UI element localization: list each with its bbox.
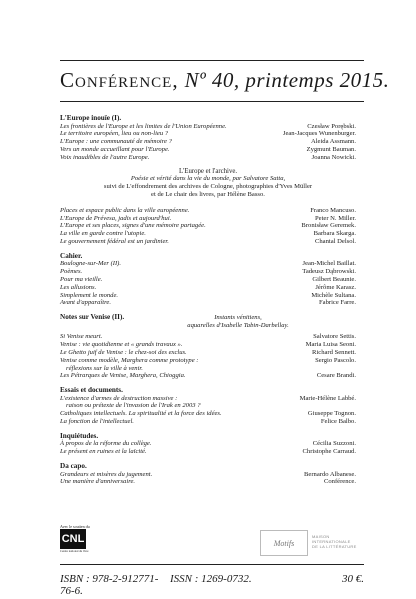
publication-info bbox=[60, 573, 364, 597]
toc-entry bbox=[60, 349, 356, 357]
entry-title: Venise comme modèle, Marghera comme prototype : bbox=[60, 356, 199, 364]
entry-title: Le gouvernement fédéral est un jardinier. bbox=[60, 237, 169, 245]
entry-author: Zygmunt Bauman. bbox=[306, 145, 356, 153]
toc-entry bbox=[60, 268, 356, 276]
entry-title: Poèmes. bbox=[60, 268, 83, 276]
toc-entry bbox=[60, 357, 356, 365]
entry-author: Cécilia Suzzoni. bbox=[312, 440, 356, 448]
toc-entry bbox=[60, 471, 356, 479]
section-venise bbox=[60, 313, 356, 380]
toc-entry bbox=[60, 222, 356, 230]
entry-author: Peter N. Miller. bbox=[314, 214, 356, 222]
archive-line: Poésie et vérité dans la vie du monde, par Salvatore Satta, bbox=[130, 175, 286, 183]
ml-text-line: DE LA LITTÉRATURE bbox=[312, 544, 357, 549]
table-of-contents bbox=[60, 114, 356, 492]
masthead bbox=[60, 68, 390, 93]
toc-entry bbox=[60, 418, 356, 426]
entry-author: Salvatore Settis. bbox=[313, 333, 356, 341]
entry-author: Aleida Assmann. bbox=[310, 138, 356, 146]
entry-title: Une manière d'anniversaire. bbox=[60, 478, 136, 486]
entry-author: Richard Sennett. bbox=[312, 348, 356, 356]
entry-author: Bernardo Albanese. bbox=[304, 470, 356, 478]
toc-entry bbox=[60, 130, 356, 138]
section-essais bbox=[60, 386, 356, 426]
venise-subtitle bbox=[120, 314, 356, 330]
entry-author: Barbara Skarga. bbox=[313, 230, 356, 238]
toc-entry bbox=[60, 402, 356, 410]
toc-entry bbox=[60, 440, 356, 448]
price: 30 €. bbox=[342, 573, 364, 585]
entry-author: Fabrice Farre. bbox=[319, 299, 356, 307]
entry-title: Le Ghetto juif de Venise : le chez-soi des exclus. bbox=[60, 348, 187, 356]
entry-title: Les frontières de l'Europe et les limites de l'Union Européenne. bbox=[60, 122, 227, 130]
archive-title: L'Europe et l'archive. bbox=[178, 167, 238, 175]
section-europe bbox=[60, 114, 356, 162]
entry-title: Le territoire européen, lieu ou non-lieu ? bbox=[60, 130, 169, 138]
entry-title: raison ou prétexte de l'invasion de l'Irak en 2003 ? bbox=[66, 402, 201, 410]
entry-author: Tadeusz Dąbrowski. bbox=[302, 268, 356, 276]
toc-entry bbox=[60, 238, 356, 246]
entry-title: L'Europe et ses places, signes d'une mémoire partagée. bbox=[60, 222, 206, 230]
toc-entry bbox=[60, 276, 356, 284]
toc-entry bbox=[60, 372, 356, 380]
entry-author: Jean-Michel Baillat. bbox=[302, 260, 356, 268]
entry-author: Franco Mancuso. bbox=[310, 206, 356, 214]
entry-title: À propos de la réforme du collège. bbox=[60, 440, 152, 448]
entry-title: Le présent en ruines et la laïcité. bbox=[60, 448, 147, 456]
toc-entry bbox=[60, 410, 356, 418]
toc-entry bbox=[60, 292, 356, 300]
toc-entry bbox=[60, 146, 356, 154]
entry-title: Si Venise meurt. bbox=[60, 333, 103, 341]
bottom-rule bbox=[60, 564, 364, 565]
section-title: Da capo. bbox=[60, 462, 87, 471]
entry-author: Giuseppe Tognon. bbox=[307, 410, 356, 418]
entry-author: Michèle Sultana. bbox=[311, 291, 356, 299]
archive-line: et de Le chair des livres, par Hélène Basso. bbox=[151, 190, 265, 198]
entry-author: Gilbert Beaunie. bbox=[312, 275, 356, 283]
issue-label: Nº 40, printemps 2015. bbox=[184, 68, 390, 92]
ml-stamp: Motifs bbox=[260, 530, 308, 556]
section-title: Essais et documents. bbox=[60, 386, 123, 395]
section-title: Cahier. bbox=[60, 251, 83, 260]
entry-author: Sergio Pascolo. bbox=[315, 356, 356, 364]
entry-title: L'Europe de Prévesa, jadis et aujourd'hui. bbox=[60, 214, 172, 222]
venise-sub-line: aquarelles d'Isabelle Tabin-Darbellay. bbox=[187, 321, 289, 329]
isbn: ISBN : 978-2-912771-76-6. bbox=[60, 573, 159, 597]
entry-title: Places et espace public dans la ville européenne. bbox=[60, 206, 190, 214]
entry-title: Avant d'apparaître. bbox=[60, 299, 111, 307]
entry-title: Simplement le monde. bbox=[60, 291, 119, 299]
toc-entry bbox=[60, 260, 356, 268]
entry-title: Venise : vie quotidienne et « grands travaux ». bbox=[60, 341, 183, 349]
sponsor-logos bbox=[60, 524, 364, 556]
archive-block bbox=[60, 168, 356, 199]
issn: ISSN : 1269-0732. bbox=[170, 573, 252, 585]
archive-line: suivi de L'effondrement des archives de Cologne, photographies d'Yves Müller bbox=[103, 183, 313, 191]
entry-title: Boulogne-sur-Mer (II). bbox=[60, 260, 122, 268]
entry-title: Voix inaudibles de l'autre Europe. bbox=[60, 153, 150, 161]
toc-entry bbox=[60, 230, 356, 238]
cnl-mark: CNL bbox=[60, 529, 86, 549]
cnl-subtitle: Centre national du livre bbox=[60, 549, 89, 553]
toc-entry bbox=[60, 333, 356, 341]
ml-text-line: INTERNATIONALE bbox=[312, 539, 351, 544]
entry-title: Grandeurs et misères du jugement. bbox=[60, 470, 153, 478]
toc-entry bbox=[60, 341, 356, 349]
entry-author: Chantal Delsol. bbox=[314, 237, 356, 245]
entry-title: Pour ma vieille. bbox=[60, 275, 103, 283]
toc-entry bbox=[60, 365, 356, 373]
entry-title: L'Europe : une communauté de mémoire ? bbox=[60, 138, 172, 146]
toc-entry bbox=[60, 478, 356, 486]
section-title: Inquiétudes. bbox=[60, 431, 99, 440]
entry-title: Catholiques intellectuels. La spiritualité et la force des idées. bbox=[60, 410, 222, 418]
section-title: Notes sur Venise (II). bbox=[60, 313, 125, 322]
entry-author: Bronisław Geremek. bbox=[301, 222, 356, 230]
section-cahier bbox=[60, 252, 356, 307]
masthead-rule bbox=[60, 101, 364, 102]
entry-author: Czesław Porębski. bbox=[307, 122, 356, 130]
entry-author: Christophe Carraud. bbox=[302, 448, 356, 456]
magazine-name: Conférence, bbox=[60, 68, 179, 92]
toc-entry bbox=[60, 123, 356, 131]
entry-author: Marie-Hélène Labbé. bbox=[299, 394, 356, 402]
toc-entry bbox=[60, 138, 356, 146]
toc-entry bbox=[60, 299, 356, 307]
section-places bbox=[60, 207, 356, 246]
cnl-logo bbox=[60, 524, 100, 553]
entry-author: Jean-Jacques Wunenburger. bbox=[282, 130, 356, 138]
entry-title: Les allusions. bbox=[60, 283, 97, 291]
entry-author: Felice Balbo. bbox=[320, 418, 356, 426]
entry-title: Les Pétrarques de Venise, Marghera, Chioggia. bbox=[60, 372, 186, 380]
toc-entry bbox=[60, 154, 356, 162]
cnl-support-text: Avec le soutien du bbox=[60, 524, 90, 529]
entry-author: Cesare Brandi. bbox=[316, 372, 356, 380]
toc-entry bbox=[60, 215, 356, 223]
entry-title: La ville en garde contre l'utopie. bbox=[60, 230, 146, 238]
entry-author: Maria Luisa Seoni. bbox=[305, 341, 356, 349]
entry-title: Vers un monde accueillant pour l'Europe. bbox=[60, 145, 170, 153]
section-inquietudes bbox=[60, 432, 356, 456]
toc-entry bbox=[60, 284, 356, 292]
toc-entry bbox=[60, 207, 356, 215]
entry-title: L'existence d'armes de destruction massive : bbox=[60, 394, 178, 402]
toc-entry bbox=[60, 395, 356, 403]
section-title: L'Europe inouïe (I). bbox=[60, 114, 122, 122]
entry-author: Joanna Nowicki. bbox=[311, 153, 356, 161]
entry-author: Conférence. bbox=[323, 478, 356, 486]
entry-title: réflexions sur la ville à venir. bbox=[66, 364, 143, 372]
toc-entry bbox=[60, 448, 356, 456]
ml-text bbox=[312, 534, 357, 549]
section-dacapo bbox=[60, 462, 356, 486]
entry-author: Jérôme Karasz. bbox=[315, 283, 356, 291]
top-rule bbox=[60, 60, 364, 61]
maison-litterature-logo bbox=[260, 530, 364, 554]
entry-title: La fonction de l'intellectuel. bbox=[60, 418, 134, 426]
ml-text-line: MAISON bbox=[312, 534, 330, 539]
venise-sub-line: Instants vénitiens, bbox=[214, 313, 262, 321]
